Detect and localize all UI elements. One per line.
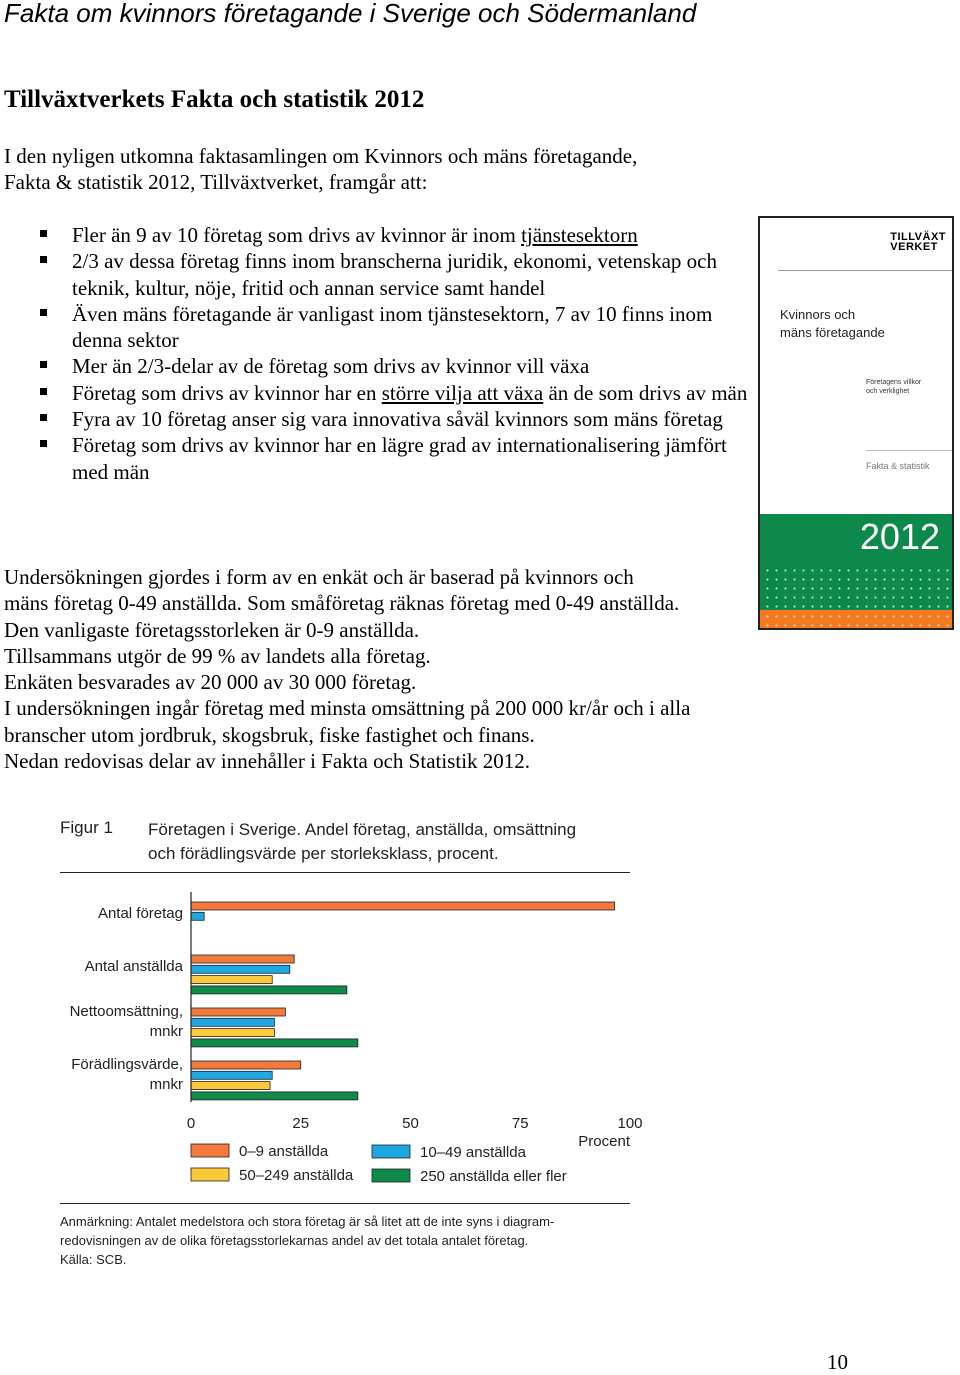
bar [191, 1092, 358, 1100]
cover-title-line: Kvinnors och [780, 307, 856, 322]
body-line: Enkäten besvarades av 20 000 av 30 000 företag. [4, 670, 417, 695]
cover-title-line: mäns företagande [780, 325, 885, 340]
cover-subtitle-line: och verklighet [866, 388, 910, 395]
bullet-square-icon [40, 440, 47, 447]
category-label: Antal anställda [84, 958, 183, 975]
figure-bottom-rule [60, 1203, 630, 1204]
figure-title [148, 818, 576, 866]
bullet-text: 2/3 av dessa företag finns inom branscherna juridik, ekonomi, vetenskap och teknik, kultur, nöje, fritid och annan service samt handel [72, 249, 717, 300]
intro-line: Fakta & statistik 2012, Tillväxtverket, framgår att: [4, 170, 428, 195]
category-label: Förädlingsvärde, [71, 1056, 183, 1073]
bar [191, 1071, 272, 1079]
tillvaxtverket-logo [890, 232, 946, 252]
note-line: Anmärkning: Antalet medelstora och stora företag är så litet att de inte syns i diagram- [60, 1214, 555, 1229]
fact-bullet [38, 406, 762, 432]
bar [191, 1082, 270, 1090]
body-line: mäns företag 0-49 anställda. Som småföretag räknas företag med 0-49 anställda. [4, 591, 680, 616]
bar [191, 902, 615, 910]
underlined-term: tjänstesektorn [521, 223, 638, 247]
category-label: Nettoomsättning, [69, 1003, 183, 1020]
figure-title-line: Företagen i Sverige. Andel företag, anställda, omsättning [148, 820, 577, 839]
body-line: branscher utom jordbruk, skogsbruk, fiske fastighet och finans. [4, 722, 535, 747]
bullet-square-icon [40, 309, 47, 316]
bar [191, 1061, 301, 1069]
running-header: Fakta om kvinnors företagande i Sverige och Södermanland [4, 0, 697, 28]
note-line: redovisningen av de olika företagsstorlekarnas andel av det totala antalet företag. [60, 1233, 529, 1248]
report-cover-image [758, 216, 954, 630]
legend-swatch [191, 1168, 229, 1181]
body-line: Nedan redovisas delar av innehåller i Fakta och Statistik 2012. [4, 749, 531, 774]
figure-title-line: och förädlingsvärde per storleksklass, procent. [148, 844, 499, 863]
legend-swatch [191, 1144, 229, 1157]
logo-line: TILLVÄXT [890, 231, 946, 243]
bullet-square-icon [40, 388, 47, 395]
fact-bullet [38, 380, 762, 406]
cover-orange-band [760, 610, 952, 628]
page-number: 10 [827, 1350, 848, 1374]
category-label: Antal företag [97, 905, 183, 922]
x-axis-label: Procent [578, 1133, 630, 1150]
figure-top-rule [60, 872, 630, 873]
bar [191, 986, 347, 994]
body-line: Undersökningen gjordes i form av en enkät och är baserad på kvinnors och [4, 565, 634, 589]
bar [191, 976, 272, 984]
fact-bullet [38, 222, 762, 248]
cover-series: Fakta & statistik [866, 461, 930, 471]
note-line: Källa: SCB. [60, 1252, 127, 1267]
bar [191, 955, 294, 963]
bullet-text: Fler än 9 av 10 företag som drivs av kvinnor är inom [72, 223, 522, 247]
bar [191, 1039, 358, 1047]
cover-divider [778, 270, 952, 271]
bullet-text: Företag som drivs av kvinnor har en [72, 380, 382, 405]
fact-bullet [38, 301, 762, 354]
cover-year: 2012 [859, 516, 940, 557]
bar [191, 1018, 274, 1026]
legend-label: 50–249 anställda [239, 1167, 354, 1184]
intro-line: I den nyligen utkomna faktasamlingen om Kvinnors och mäns företagande, [4, 144, 638, 168]
cover-title [780, 306, 885, 342]
bullet-text: än de som drivs av män [543, 380, 748, 405]
legend-label: 10–49 anställda [420, 1144, 526, 1161]
x-tick-label: 0 [186, 1115, 196, 1132]
x-tick-label: 50 [402, 1115, 419, 1132]
fact-bullet [38, 432, 762, 485]
legend-label: 250 anställda eller fler [420, 1168, 567, 1185]
section-title: Tillväxtverkets Fakta och statistik 2012 [4, 86, 425, 113]
underlined-term: större vilja att växa [381, 380, 544, 405]
cover-divider [866, 450, 952, 451]
bullet-text: Även mäns företagande är vanligast inom tjänstesektorn, 7 av 10 finns inom denna sektor [72, 301, 713, 353]
legend-swatch [372, 1169, 410, 1182]
legend-label: 0–9 anställda [239, 1143, 329, 1160]
figure-label: Figur 1 [60, 818, 113, 837]
bar [191, 1008, 285, 1016]
bar [191, 912, 204, 920]
cover-subtitle-line: Företagens villkor [866, 379, 922, 386]
bullet-text: Företag som drivs av kvinnor har en lägre grad av internationalisering jämfört med män [72, 433, 727, 484]
survey-paragraph [4, 564, 690, 774]
bar [191, 1029, 274, 1037]
fact-list [38, 222, 762, 485]
category-label: mnkr [149, 1076, 183, 1093]
bullet-text: Mer än 2/3-delar av de företag som drivs av kvinnor vill växa [72, 354, 590, 379]
x-tick-label: 100 [617, 1115, 643, 1132]
intro-paragraph [4, 143, 637, 196]
bar [191, 965, 290, 973]
x-tick-label: 75 [511, 1115, 529, 1132]
x-tick-label: 25 [292, 1115, 310, 1132]
bullet-square-icon [40, 256, 47, 263]
fact-bullet [38, 248, 762, 301]
body-line: Tillsammans utgör de 99 % av landets alla företag. [4, 643, 431, 668]
category-label: mnkr [149, 1023, 183, 1040]
bullet-text: Fyra av 10 företag anser sig vara innovativa såväl kvinnors som mäns företag [72, 407, 723, 432]
logo-line: VERKET [890, 241, 938, 253]
bullet-square-icon [40, 230, 47, 237]
bullet-square-icon [40, 414, 47, 421]
cover-subtitle [866, 378, 921, 396]
fact-bullet [38, 353, 762, 379]
figure-note [60, 1212, 554, 1269]
body-line: I undersökningen ingår företag med minsta omsättning på 200 000 kr/år och i alla [4, 696, 691, 721]
cover-green-band [760, 514, 952, 612]
bar-chart [0, 880, 700, 1200]
legend-swatch [372, 1145, 410, 1158]
body-line: Den vanligaste företagsstorleken är 0-9 anställda. [4, 617, 420, 642]
bullet-square-icon [40, 361, 47, 368]
